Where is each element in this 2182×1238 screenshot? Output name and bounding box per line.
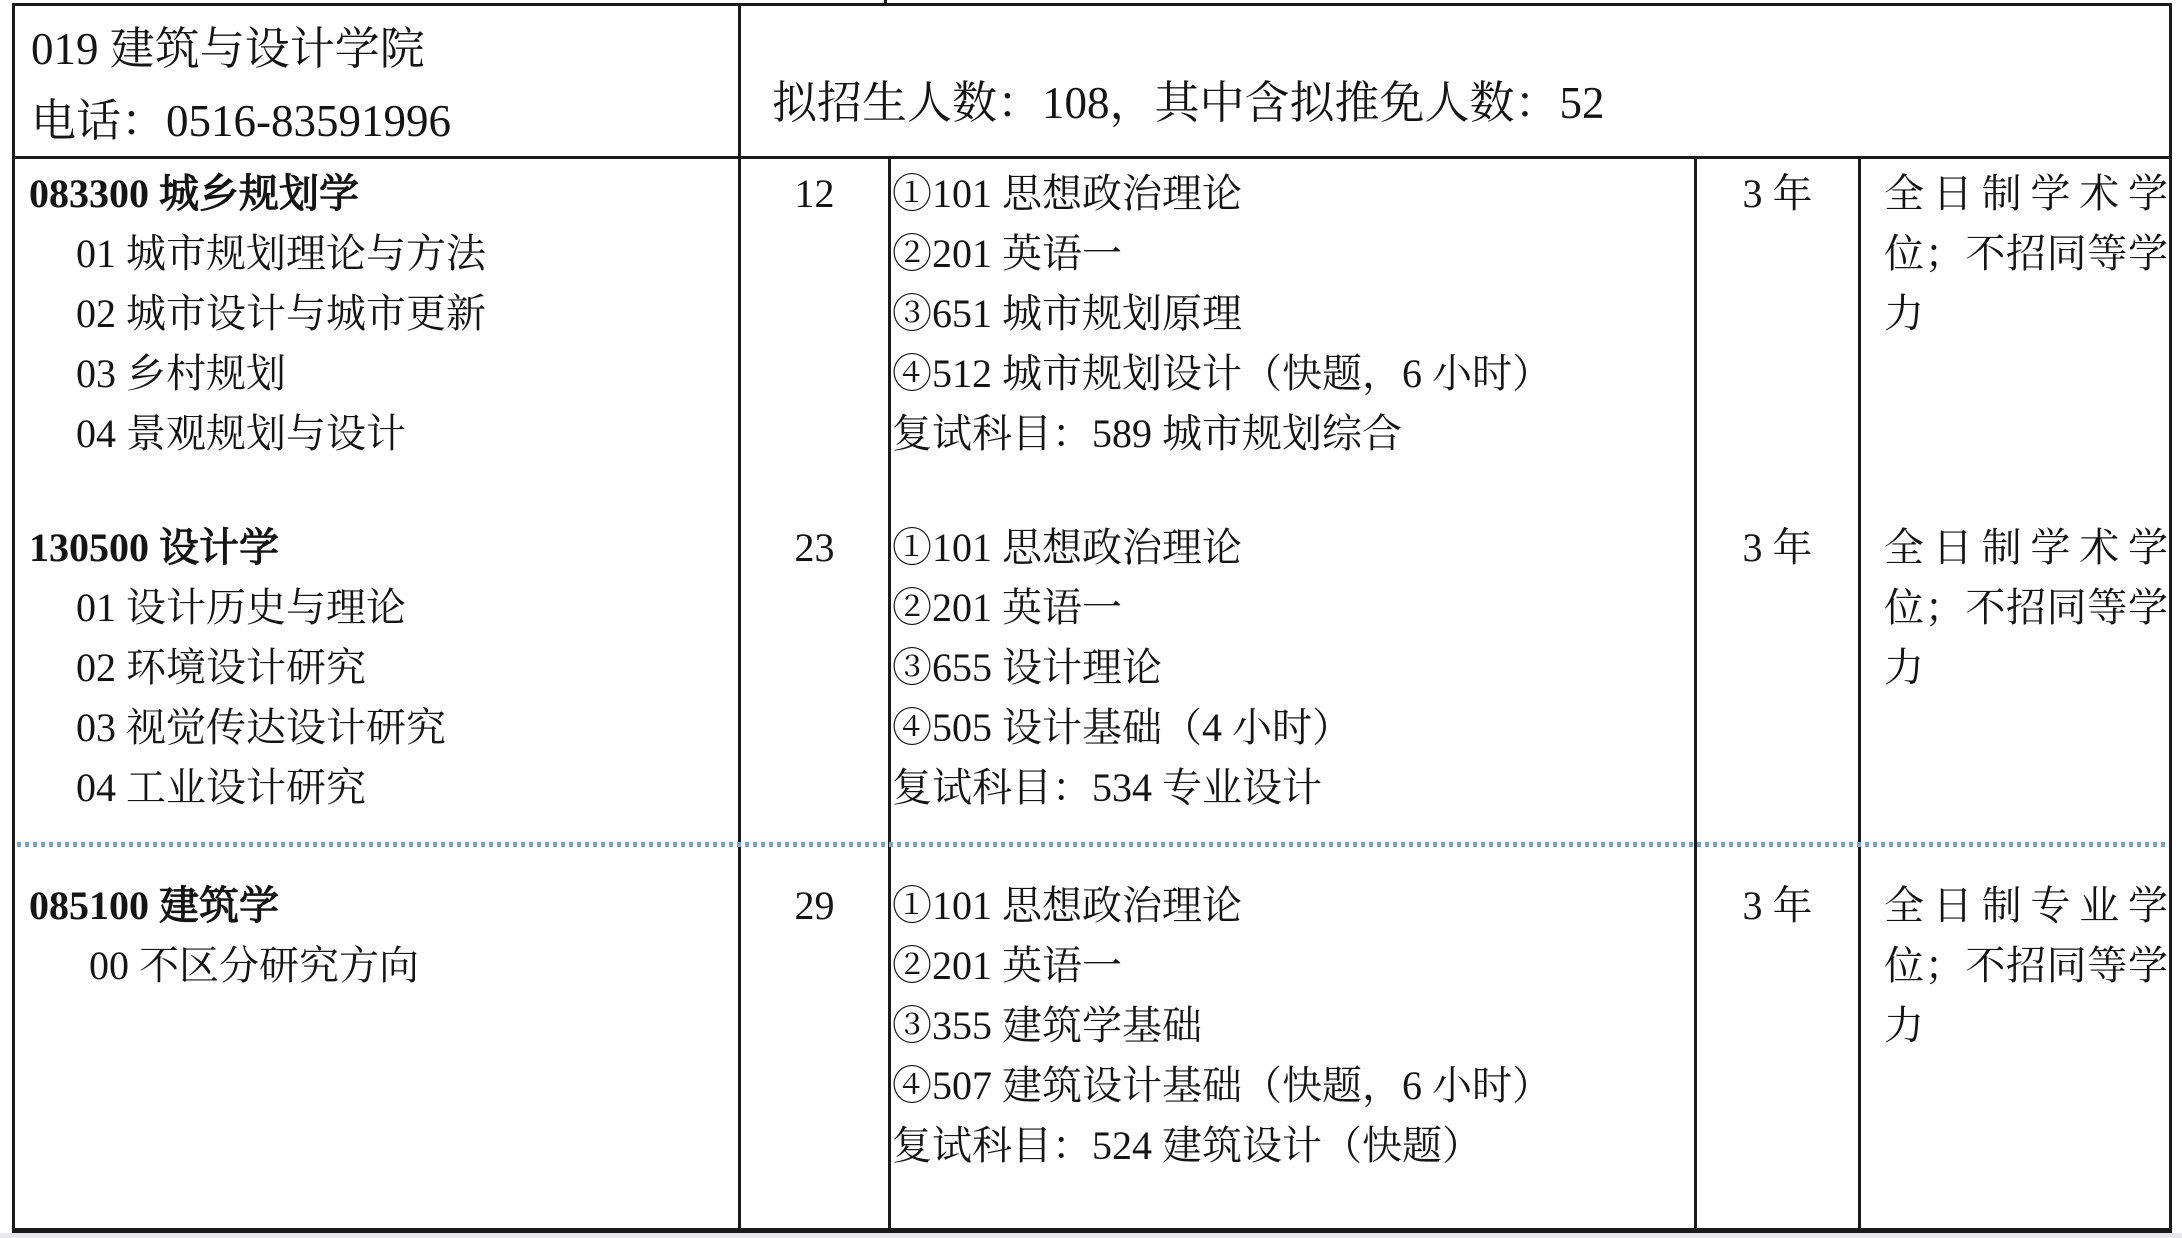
direction-item: 03 乡村规划 bbox=[76, 351, 286, 396]
direction-item: 00 不区分研究方向 bbox=[89, 943, 419, 988]
direction-item: 04 景观规划与设计 bbox=[76, 411, 406, 456]
exam-subject: ④507 建筑设计基础（快题，6 小时） bbox=[892, 1063, 1552, 1108]
exam-subject: ①101 思想政治理论 bbox=[892, 883, 1242, 928]
note-line: 力 bbox=[1884, 291, 1924, 336]
column-divider-duration bbox=[1694, 156, 1697, 1230]
exam-subject: ②201 英语一 bbox=[892, 585, 1122, 630]
retest-subject: 复试科目：589 城市规划综合 bbox=[892, 411, 1402, 456]
header-column-divider bbox=[738, 6, 741, 159]
column-divider-count bbox=[738, 156, 741, 1230]
exam-subject: ③355 建筑学基础 bbox=[892, 1003, 1202, 1048]
dotted-row-separator bbox=[17, 842, 2167, 847]
direction-item: 02 环境设计研究 bbox=[76, 645, 366, 690]
note-line: 全日制专业学 bbox=[1884, 883, 2168, 928]
exam-subject: ②201 英语一 bbox=[892, 943, 1122, 988]
study-duration: 3 年 bbox=[1742, 883, 1813, 928]
program-code-title: 085100 建筑学 bbox=[29, 883, 279, 928]
exam-subject: ①101 思想政治理论 bbox=[892, 525, 1242, 570]
program-code-title: 083300 城乡规划学 bbox=[29, 171, 359, 216]
note-line: 全日制学术学 bbox=[1884, 525, 2168, 570]
direction-item: 02 城市设计与城市更新 bbox=[76, 291, 486, 336]
direction-item: 04 工业设计研究 bbox=[76, 765, 366, 810]
column-divider-exams bbox=[888, 156, 891, 1230]
planned-count: 23 bbox=[794, 525, 835, 570]
study-duration: 3 年 bbox=[1742, 171, 1813, 216]
program-code-title: 130500 设计学 bbox=[29, 525, 279, 570]
column-divider-notes bbox=[1858, 156, 1861, 1230]
direction-item: 01 设计历史与理论 bbox=[76, 585, 406, 630]
retest-subject: 复试科目：524 建筑设计（快题） bbox=[892, 1123, 1482, 1168]
note-line: 全日制学术学 bbox=[1884, 171, 2168, 216]
planned-count: 12 bbox=[794, 171, 835, 216]
exam-subject: ③651 城市规划原理 bbox=[892, 291, 1242, 336]
retest-subject: 复试科目：534 专业设计 bbox=[892, 765, 1322, 810]
bottom-page-edge bbox=[0, 1233, 2182, 1238]
direction-item: 03 视觉传达设计研究 bbox=[76, 705, 446, 750]
enrollment-quota: 拟招生人数：108，其中含拟推免人数：52 bbox=[772, 78, 1605, 128]
planned-count: 29 bbox=[794, 883, 835, 928]
exam-subject: ②201 英语一 bbox=[892, 231, 1122, 276]
college-phone: 电话：0516-83591996 bbox=[31, 96, 451, 146]
note-line: 位；不招同等学 bbox=[1884, 231, 2168, 276]
admissions-table bbox=[12, 3, 2172, 1233]
college-code-name: 019 建筑与设计学院 bbox=[31, 24, 425, 74]
note-line: 位；不招同等学 bbox=[1884, 585, 2168, 630]
header-bottom-border bbox=[15, 156, 2169, 159]
exam-subject: ③655 设计理论 bbox=[892, 645, 1162, 690]
exam-subject: ④512 城市规划设计（快题，6 小时） bbox=[892, 351, 1552, 396]
study-duration: 3 年 bbox=[1742, 525, 1813, 570]
direction-item: 01 城市规划理论与方法 bbox=[76, 231, 486, 276]
note-line: 力 bbox=[1884, 1003, 1924, 1048]
note-line: 位；不招同等学 bbox=[1884, 943, 2168, 988]
exam-subject: ①101 思想政治理论 bbox=[892, 171, 1242, 216]
note-line: 力 bbox=[1884, 645, 1924, 690]
exam-subject: ④505 设计基础（4 小时） bbox=[892, 705, 1352, 750]
